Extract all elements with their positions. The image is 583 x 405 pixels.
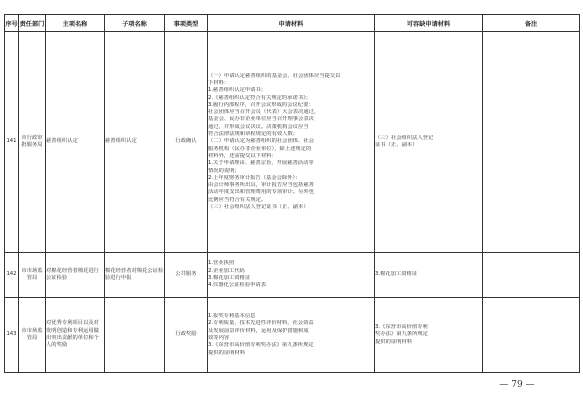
- header-cell-sub-item: 子项名称: [105, 15, 165, 32]
- header-cell-main-item: 主项名称: [46, 15, 105, 32]
- row-number: 143: [5, 298, 19, 373]
- header-cell-materials: 申请材料: [208, 15, 375, 32]
- row-number: 141: [5, 32, 19, 253]
- material-line: 提供的证明材料: [208, 349, 246, 356]
- header-row: [5, 15, 580, 32]
- header-cell-note: 备注: [483, 15, 580, 32]
- material-line: 1.报奖专利基本信息: [208, 313, 256, 320]
- material-line: 3.棉花加工资格证: [208, 275, 251, 281]
- material-line: 2.企业加工代码: [208, 267, 245, 274]
- material-line: 2.专利质量、技术先进性评价材料，社会效益: [208, 320, 314, 327]
- material-line: 情况的说明；: [208, 167, 240, 174]
- row-materials: [208, 32, 375, 253]
- row-note: [483, 253, 580, 298]
- row-optional-materials: [375, 32, 483, 253]
- material-line: 1.关于申请理由、慈善宗旨、开展慈善活动等: [208, 160, 314, 167]
- row-type: 行政奖励: [165, 298, 208, 373]
- material-line: （三）社会组织法人登记证书（正、副本）: [208, 204, 309, 211]
- material-line: 2.上年度财务审计报告（基金会除外）：: [208, 174, 301, 181]
- material-line: 3.《东营市高价值专利奖办法》第九条所规定: [208, 342, 314, 349]
- row-dept: 市市场监管局: [19, 253, 46, 298]
- material-line: 社会团体应当召开会员（代表）大会表决通过，: [208, 109, 320, 116]
- header-cell-dept: 责任部门: [19, 15, 46, 32]
- material-line: 由会计师事务所出具，审计报告应当包括慈善: [208, 182, 314, 189]
- material-line: （一）申请认定慈善组织的基金会、社会团体应当提交以: [208, 72, 341, 79]
- row-type: 公共服务: [165, 253, 208, 298]
- row-note: [483, 32, 580, 253]
- row-materials: [208, 298, 375, 373]
- row-sub-item: 慈善组织认定: [105, 32, 165, 253]
- material-line: 符合法律法规和章程规定的有效人数；: [208, 131, 299, 138]
- row-materials: [208, 253, 375, 298]
- material-line: 通过，并形成会议决议。决策机构会议应当: [208, 123, 309, 130]
- row-type: 行政确认: [165, 32, 208, 253]
- table-row: [5, 253, 580, 298]
- material-line: 4.仪器化公证检验申请表: [208, 282, 267, 289]
- header-cell-number: 序号: [5, 15, 19, 32]
- optional-line: 3.棉花加工资格证: [375, 271, 418, 278]
- row-sub-item: 棉花经营者对棉花公证检验进行申报: [105, 253, 165, 298]
- optional-line: （三）社会组织法人登记: [375, 134, 434, 141]
- row-optional-materials: [375, 298, 483, 373]
- page-number: — 79 —: [499, 380, 535, 390]
- material-line: 下材料：: [208, 79, 230, 86]
- material-line: 1.慈善组织认定申请书；: [208, 87, 267, 94]
- material-line: 材料外，还需提交以下材料：: [208, 152, 277, 159]
- material-line: （二）申请认定为慈善组织的社会团体、社会: [208, 138, 314, 145]
- material-line: 服务机构（民办非企业单位），除上述规定的: [208, 145, 312, 152]
- material-line: 及发展前景评价材料，运用及保护措施和成: [208, 327, 309, 334]
- row-sub-item: [105, 298, 165, 373]
- material-line: 2.《慈善组织认定符合有关规定的承诺书》；: [208, 94, 312, 101]
- row-main-item: 慈善组织认定: [46, 32, 105, 253]
- optional-line: 3.《东营市高价值专利: [375, 324, 428, 331]
- optional-line: 提供的证明材料: [375, 338, 413, 345]
- table-row: [5, 32, 580, 253]
- matters-table: [4, 14, 580, 373]
- material-line: 比例应当符合有关规定。: [208, 196, 267, 203]
- row-main-item: 对棉花经营者棉花进行公证检验: [46, 253, 105, 298]
- row-number: 142: [5, 253, 19, 298]
- header-cell-optional-materials: 可容缺申请材料: [375, 15, 483, 32]
- material-line: 3.履行内部程序，召开会议形成的会议纪要：: [208, 101, 314, 108]
- header-cell-type: 事项类型: [165, 15, 208, 32]
- row-main-item: 对优秀专利项目以及对发明创造和专利运用做出突出贡献的单位和个人的奖励: [46, 298, 105, 373]
- material-line: 效等内容: [208, 335, 230, 341]
- row-dept: 市市场监管局: [19, 298, 46, 373]
- optional-line: 证书（正、副本）: [375, 142, 418, 148]
- material-line: 活动年度支出和管理费用的专项审计。另外也: [208, 189, 314, 196]
- row-optional-materials: [375, 253, 483, 298]
- optional-line: 奖办法》第九条所规定: [375, 331, 428, 338]
- material-line: 1.营业执照: [208, 260, 235, 267]
- material-line: 基金会、民办非企业单位应当召开理事会表决: [208, 116, 314, 123]
- row-dept: 市行政审批服务局: [19, 32, 46, 253]
- row-note: [483, 298, 580, 373]
- table-row: [5, 298, 580, 373]
